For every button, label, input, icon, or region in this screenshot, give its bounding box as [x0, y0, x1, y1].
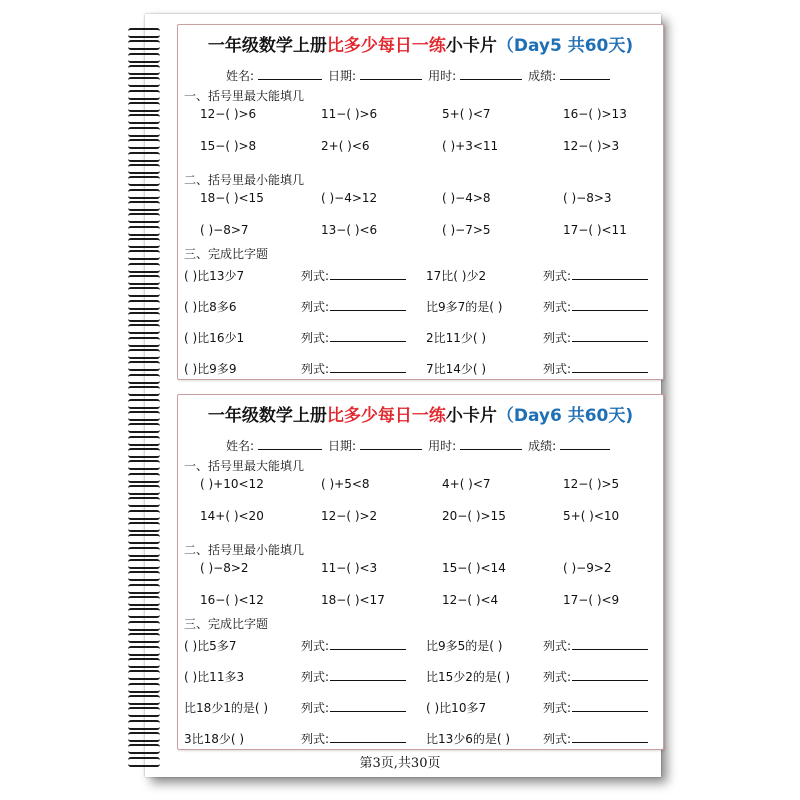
formula-label: 列式:	[543, 701, 572, 715]
info-field-date[interactable]	[360, 68, 422, 80]
formula-label: 列式:	[301, 300, 330, 314]
formula-label: 列式:	[301, 362, 330, 376]
word-problem: ( )比16少1	[184, 331, 245, 345]
spiral-ring	[128, 621, 160, 631]
exercise-item: 15−( )<14	[442, 561, 506, 575]
spiral-ring	[128, 312, 160, 322]
spiral-ring	[128, 152, 160, 162]
card-title	[178, 31, 663, 56]
page-footer: 第3页,共30页	[359, 756, 441, 771]
spiral-ring	[128, 176, 160, 186]
formula-blank[interactable]	[572, 731, 648, 743]
exercise-item: 5+( )<10	[563, 509, 620, 523]
formula-answer	[543, 668, 648, 685]
exercise-item: 12−( )>3	[563, 139, 620, 153]
spiral-ring	[128, 683, 160, 693]
formula-answer	[543, 360, 648, 377]
spiral-ring	[128, 374, 160, 384]
spiral-ring	[128, 337, 160, 347]
exercise-item: 17−( )<9	[563, 593, 620, 607]
spiral-ring	[128, 300, 160, 310]
formula-blank[interactable]	[572, 361, 648, 373]
spiral-ring	[128, 263, 160, 273]
spiral-ring	[128, 250, 160, 260]
formula-answer	[543, 298, 648, 315]
spiral-ring	[128, 670, 160, 680]
formula-blank[interactable]	[330, 700, 406, 712]
spiral-ring	[128, 522, 160, 532]
formula-blank[interactable]	[572, 299, 648, 311]
word-problem: 3比18少( )	[184, 732, 245, 746]
spiral-ring	[128, 139, 160, 149]
info-label-date: 日期:	[328, 69, 357, 83]
exercise-item: ( )+5<8	[321, 477, 370, 491]
formula-answer	[543, 329, 648, 346]
spiral-ring	[128, 633, 160, 643]
info-label-name: 姓名:	[226, 439, 255, 453]
spiral-ring	[128, 238, 160, 248]
formula-blank[interactable]	[572, 330, 648, 342]
formula-label: 列式:	[543, 269, 572, 283]
spiral-ring	[128, 423, 160, 433]
info-field-name[interactable]	[258, 438, 322, 450]
info-label-time: 用时:	[428, 439, 457, 453]
formula-answer	[543, 699, 648, 716]
spiral-ring	[128, 399, 160, 409]
info-field-date[interactable]	[360, 438, 422, 450]
info-label-time: 用时:	[428, 69, 457, 83]
spiral-ring	[128, 324, 160, 334]
spiral-ring	[128, 65, 160, 75]
spiral-ring	[128, 213, 160, 223]
word-problem: 比18少1的是( )	[184, 701, 269, 715]
formula-blank[interactable]	[330, 669, 406, 681]
exercise-item: 12−( )<4	[442, 593, 499, 607]
spiral-ring	[128, 28, 160, 38]
spiral-ring	[128, 436, 160, 446]
formula-answer	[301, 360, 406, 377]
formula-blank[interactable]	[330, 638, 406, 650]
info-field-score[interactable]	[560, 68, 610, 80]
section-heading: 一、括号里最大能填几	[184, 459, 305, 473]
spiral-ring	[128, 102, 160, 112]
formula-label: 列式:	[301, 639, 330, 653]
formula-label: 列式:	[543, 639, 572, 653]
info-label-score: 成绩:	[528, 69, 557, 83]
section-heading: 二、括号里最小能填几	[184, 543, 305, 557]
title-day-count: （Day5 共60天)	[496, 36, 634, 56]
exercise-item: ( )−8>2	[200, 561, 249, 575]
title-part: 一年级数学上册	[207, 36, 327, 56]
spiral-ring	[128, 226, 160, 236]
spiral-ring	[128, 77, 160, 87]
spiral-binding	[128, 28, 164, 768]
spiral-ring	[128, 695, 160, 705]
info-field-score[interactable]	[560, 438, 610, 450]
formula-label: 列式:	[543, 362, 572, 376]
exercise-item: 14+( )<20	[200, 509, 264, 523]
spiral-ring	[128, 189, 160, 199]
spiral-ring	[128, 361, 160, 371]
exercise-item: ( )+10<12	[200, 477, 264, 491]
spiral-ring	[128, 287, 160, 297]
spiral-ring	[128, 53, 160, 63]
word-problem: ( )比8多6	[184, 300, 237, 314]
spiral-ring	[128, 571, 160, 581]
title-day-count: （Day6 共60天)	[496, 406, 634, 426]
title-part: 小卡片	[445, 406, 497, 426]
exercise-item: 18−( )<15	[200, 191, 264, 205]
word-problem: 17比( )少2	[426, 269, 487, 283]
formula-label: 列式:	[543, 670, 572, 684]
formula-answer	[301, 329, 406, 346]
exercise-item: ( )−4>12	[321, 191, 378, 205]
formula-blank[interactable]	[330, 268, 406, 280]
spiral-ring	[128, 510, 160, 520]
spiral-ring	[128, 90, 160, 100]
formula-label: 列式:	[301, 670, 330, 684]
spiral-ring	[128, 547, 160, 557]
spiral-ring	[128, 707, 160, 717]
exercise-card	[177, 24, 664, 380]
exercise-card	[177, 394, 664, 750]
info-line	[226, 437, 616, 454]
exercise-item: 13−( )<6	[321, 223, 378, 237]
title-part: 一年级数学上册	[207, 406, 327, 426]
section-heading: 一、括号里最大能填几	[184, 89, 305, 103]
word-problem: 比13少6的是( )	[426, 732, 511, 746]
spiral-ring	[128, 608, 160, 618]
spiral-ring	[128, 658, 160, 668]
word-problem: ( )比9多9	[184, 362, 237, 376]
formula-answer	[301, 298, 406, 315]
formula-label: 列式:	[301, 701, 330, 715]
exercise-item: 12−( )>5	[563, 477, 620, 491]
exercise-item: ( )−9>2	[563, 561, 612, 575]
word-problem: 7比14少( )	[426, 362, 487, 376]
exercise-item: 12−( )>6	[200, 107, 257, 121]
title-highlight: 比多少每日一练	[326, 36, 446, 56]
info-line	[226, 67, 616, 84]
exercise-item: 11−( )<3	[321, 561, 378, 575]
formula-label: 列式:	[543, 331, 572, 345]
card-title	[178, 401, 663, 426]
exercise-item: ( )+3<11	[442, 139, 499, 153]
info-label-name: 姓名:	[226, 69, 255, 83]
spiral-ring	[128, 497, 160, 507]
section-heading: 三、完成比字题	[184, 617, 269, 631]
formula-answer	[543, 637, 648, 654]
info-field-time[interactable]	[460, 438, 522, 450]
formula-blank[interactable]	[330, 299, 406, 311]
formula-blank[interactable]	[330, 330, 406, 342]
exercise-item: ( )−8>7	[200, 223, 249, 237]
spiral-ring	[128, 114, 160, 124]
title-highlight: 比多少每日一练	[326, 406, 446, 426]
spiral-ring	[128, 596, 160, 606]
spiral-ring	[128, 646, 160, 656]
exercise-item: 20−( )>15	[442, 509, 506, 523]
spiral-ring	[128, 164, 160, 174]
spiral-ring	[128, 127, 160, 137]
spiral-ring	[128, 411, 160, 421]
spiral-ring	[128, 485, 160, 495]
spiral-ring	[128, 201, 160, 211]
section-heading: 三、完成比字题	[184, 247, 269, 261]
spiral-ring	[128, 534, 160, 544]
spiral-ring	[128, 584, 160, 594]
word-problem: 2比11少( )	[426, 331, 487, 345]
word-problem: 比15少2的是( )	[426, 670, 511, 684]
exercise-item: 4+( )<7	[442, 477, 491, 491]
formula-blank[interactable]	[572, 700, 648, 712]
formula-blank[interactable]	[572, 268, 648, 280]
exercise-item: ( )−7>5	[442, 223, 491, 237]
spiral-ring	[128, 732, 160, 742]
formula-label: 列式:	[301, 732, 330, 746]
formula-answer	[301, 699, 406, 716]
formula-blank[interactable]	[572, 669, 648, 681]
formula-blank[interactable]	[572, 638, 648, 650]
spiral-ring	[128, 386, 160, 396]
formula-blank[interactable]	[330, 731, 406, 743]
exercise-item: 16−( )>13	[563, 107, 627, 121]
info-field-time[interactable]	[460, 68, 522, 80]
title-part: 小卡片	[445, 36, 497, 56]
formula-answer	[301, 637, 406, 654]
info-field-name[interactable]	[258, 68, 322, 80]
word-problem: ( )比13少7	[184, 269, 245, 283]
spiral-ring	[128, 559, 160, 569]
exercise-item: 5+( )<7	[442, 107, 491, 121]
formula-label: 列式:	[543, 732, 572, 746]
formula-label: 列式:	[543, 300, 572, 314]
exercise-item: ( )−4>8	[442, 191, 491, 205]
spiral-ring	[128, 720, 160, 730]
word-problem: 比9多5的是( )	[426, 639, 503, 653]
formula-answer	[301, 730, 406, 747]
spiral-ring	[128, 349, 160, 359]
exercise-item: 12−( )>2	[321, 509, 378, 523]
exercise-item: 17−( )<11	[563, 223, 627, 237]
formula-answer	[301, 267, 406, 284]
exercise-item: 2+( )<6	[321, 139, 370, 153]
formula-answer	[301, 668, 406, 685]
word-problem: ( )比5多7	[184, 639, 237, 653]
spiral-ring	[128, 448, 160, 458]
section-heading: 二、括号里最小能填几	[184, 173, 305, 187]
info-label-score: 成绩:	[528, 439, 557, 453]
spiral-ring	[128, 460, 160, 470]
info-label-date: 日期:	[328, 439, 357, 453]
spiral-ring	[128, 275, 160, 285]
exercise-item: 16−( )<12	[200, 593, 264, 607]
formula-label: 列式:	[301, 331, 330, 345]
word-problem: ( )比11多3	[184, 670, 245, 684]
word-problem: 比9多7的是( )	[426, 300, 503, 314]
formula-label: 列式:	[301, 269, 330, 283]
exercise-item: 15−( )>8	[200, 139, 257, 153]
word-problem: ( )比10多7	[426, 701, 487, 715]
formula-answer	[543, 267, 648, 284]
exercise-item: 11−( )>6	[321, 107, 378, 121]
spiral-ring	[128, 473, 160, 483]
spiral-ring	[128, 40, 160, 50]
exercise-item: 18−( )<17	[321, 593, 385, 607]
formula-blank[interactable]	[330, 361, 406, 373]
exercise-item: ( )−8>3	[563, 191, 612, 205]
formula-answer	[543, 730, 648, 747]
